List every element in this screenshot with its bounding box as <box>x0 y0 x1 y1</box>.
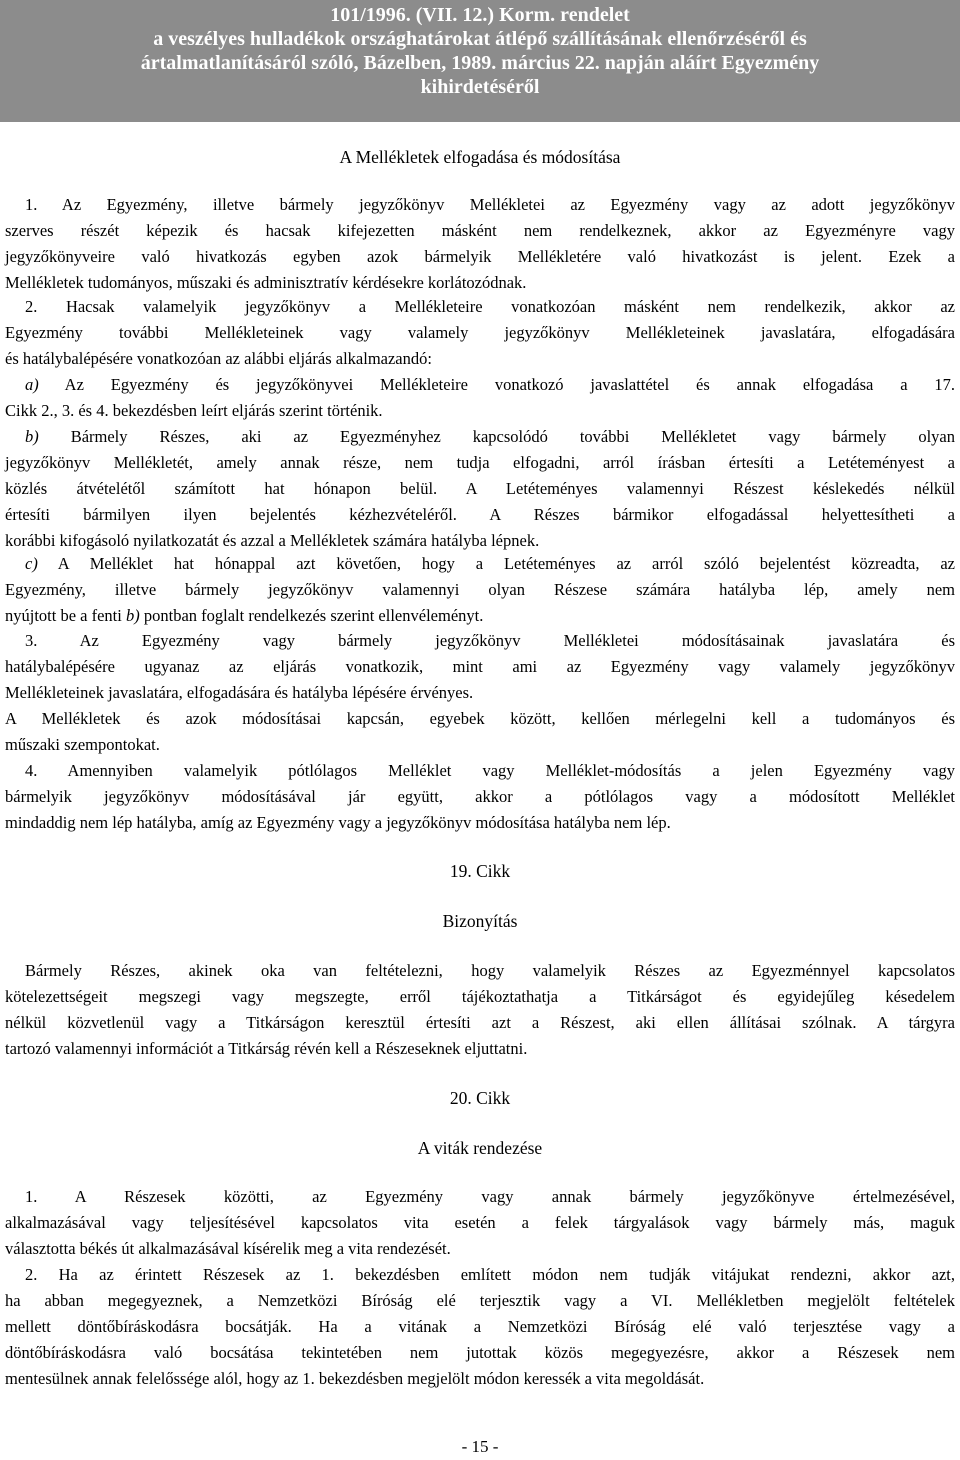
text-line: a) Az Egyezmény és jegyzőkönyvei Mellékleteire vonatkozó javaslattétel és annak elfogadása a 17. <box>25 375 955 394</box>
text-line: nélkül közvetlenül vagy a Titkárságon keresztül értesíti azt a Részest, aki ellen állításai szólnak. A tárgyra <box>5 1013 955 1032</box>
section-title: A Mellékletek elfogadása és módosítása <box>339 147 621 167</box>
article-20-number: 20. Cikk <box>449 1088 511 1108</box>
text-line: A Mellékletek és azok módosításai kapcsán, egyebek között, kellően mérlegelni kell a tudományos és <box>5 709 955 728</box>
text-line: 1. A Részesek közötti, az Egyezmény vagy annak bármely jegyzőkönyve értelmezésével, <box>25 1187 955 1206</box>
article-19-body <box>5 958 955 1062</box>
text-line: nyújtott be a fenti b) pontban foglalt rendelkezés szerint ellenvéleményt. <box>5 606 484 625</box>
paragraph-2 <box>5 294 955 372</box>
header-line-2: a veszélyes hulladékok országhatárokat átlépő szállításának ellenőrzéséről és <box>153 28 807 50</box>
text-line: 2. Ha az érintett Részesek az 1. bekezdésben említett módon nem tudják vitájukat rendezni, akkor azt, <box>25 1265 955 1284</box>
text-line: Bármely Részes, akinek oka van feltételezni, hogy valamelyik Részes az Egyezménnyel kapcsolatos <box>25 961 955 980</box>
point-b-marker: b) <box>25 427 39 446</box>
paragraph-1 <box>5 192 955 296</box>
article-19-number: 19. Cikk <box>449 861 511 881</box>
text-line: Mellékleteinek javaslatára, elfogadására és hatályba lépésére érvényes. <box>5 683 474 702</box>
article-20-title: A viták rendezése <box>417 1138 543 1158</box>
text-line: 3. Az Egyezmény vagy bármely jegyzőkönyv Mellékletei módosításainak javaslatára és <box>25 631 955 650</box>
point-b <box>5 424 955 554</box>
header-line-3: ártalmatlanításáról szóló, Bázelben, 1989. március 22. napján aláírt Egyezmény <box>140 52 820 74</box>
text-line: hatálybalépésére ugyanaz az eljárás vonatkozik, mint ami az Egyezmény vagy valamely jegyzőkönyv <box>5 657 955 676</box>
text-line: Egyezmény, illetve bármely jegyzőkönyv valamennyi olyan Részese számára hatályba lép, amely nem <box>5 580 955 599</box>
text-line: mindaddig nem lép hatályba, amíg az Egyezmény vagy a jegyzőkönyv módosítása hatályba nem lép. <box>5 813 671 832</box>
text-line: műszaki szempontokat. <box>5 735 160 754</box>
header-line-4: kihirdetéséről <box>420 76 540 98</box>
page-number: - 15 - <box>461 1437 499 1456</box>
point-a <box>5 372 955 424</box>
article-19-title: Bizonyítás <box>442 911 518 931</box>
text-line: választotta békés út alkalmazásával kísérelik meg a vita rendezését. <box>5 1239 451 1258</box>
point-c <box>5 551 955 629</box>
article-20-paragraph-1 <box>5 1184 955 1262</box>
text-line: alkalmazásával vagy teljesítésével kapcsolatos vita esetén a felek tárgyalások vagy bármely más, maguk <box>5 1213 955 1232</box>
text-line: mentesülnek annak felelőssége alól, hogy az 1. bekezdésben megjelölt módon keressék a vita megoldását. <box>5 1369 705 1388</box>
text-line: Cikk 2., 3. és 4. bekezdésben leírt eljárás szerint történik. <box>5 401 383 420</box>
header-line-1: 101/1996. (VII. 12.) Korm. rendelet <box>330 4 630 26</box>
text-line: bármelyik jegyzőkönyv módosításával jár együtt, akkor a pótlólagos vagy a módosított Melléklet <box>5 787 955 806</box>
text-line: 2. Hacsak valamelyik jegyzőkönyv a Mellékleteire vonatkozóan másként nem rendelkezik, akkor az <box>25 297 955 316</box>
text-line: és hatálybalépésére vonatkozóan az alábbi eljárás alkalmazandó: <box>5 349 432 368</box>
point-a-marker: a) <box>25 375 39 394</box>
text-line: 1. Az Egyezmény, illetve bármely jegyzőkönyv Mellékletei az Egyezmény vagy az adott jegyzőkönyv <box>25 195 955 214</box>
text-line: jegyzőkönyv Mellékletét, amely annak része, nem tudja elfogadni, arról írásban értesíti a Letéteményest a <box>5 453 955 472</box>
text-line: Egyezmény további Mellékleteinek vagy valamely jegyzőkönyv Mellékleteinek javaslatára, elfogadására <box>5 323 955 342</box>
paragraph-3 <box>5 628 955 758</box>
text-line: ha abban megegyeznek, a Nemzetközi Bíróság elé terjesztik vagy a VI. Mellékletben megjelölt feltételek <box>5 1291 955 1310</box>
text-line: b) Bármely Részes, aki az Egyezményhez kapcsolódó további Mellékletet vagy bármely olyan <box>25 427 955 446</box>
text-line: jegyzőkönyveire való hivatkozás egyben azok bármelyik Mellékletére való hivatkozást is jelent. Ezek a <box>5 247 955 266</box>
text-line: korábbi kifogásoló nyilatkozatát és azzal a Mellékletek számára hatályba lépnek. <box>5 531 540 550</box>
text-line: szerves részét képezik és hacsak kifejezetten másként nem rendelkeznek, akkor az Egyezményre vagy <box>5 221 955 240</box>
text-line: mellett döntőbíráskodásra bocsátják. Ha a vitának a Nemzetközi Bíróság elé való terjesztése vagy a <box>5 1317 955 1336</box>
text-line: tartozó valamennyi információt a Titkárság révén kell a Részeseknek eljuttatni. <box>5 1039 528 1058</box>
header-banner <box>0 0 960 122</box>
text-line: értesíti bármilyen ilyen bejelentés kézhezvételéről. A Részes bármikor elfogadással helyettesítheti a <box>5 505 955 524</box>
point-c-marker: c) <box>25 554 38 573</box>
text-line: döntőbíráskodásra való bocsátása tekintetében nem jutottak közös megegyezésre, akkor a Részesek nem <box>5 1343 955 1362</box>
text-line: 4. Amennyiben valamelyik pótlólagos Melléklet vagy Melléklet-módosítás a jelen Egyezmény vagy <box>25 761 955 780</box>
text-line: kötelezettségeit megszegi vagy megszegte, erről tájékoztathatja a Titkárságot és egyidejűleg késedelem <box>5 987 955 1006</box>
article-20-paragraph-2 <box>5 1262 955 1392</box>
paragraph-4 <box>5 758 955 836</box>
text-line: c) A Melléklet hat hónappal azt követően, hogy a Letéteményes az arról szóló bejelentést közreadta, az <box>25 554 955 573</box>
text-line: közlés átvételétől számított hat hónapon belül. A Letéteményes valamennyi Részest késlekedés nélkül <box>5 479 955 498</box>
text-line: Mellékletek tudományos, műszaki és adminisztratív kérdésekre korlátozódnak. <box>5 273 527 292</box>
